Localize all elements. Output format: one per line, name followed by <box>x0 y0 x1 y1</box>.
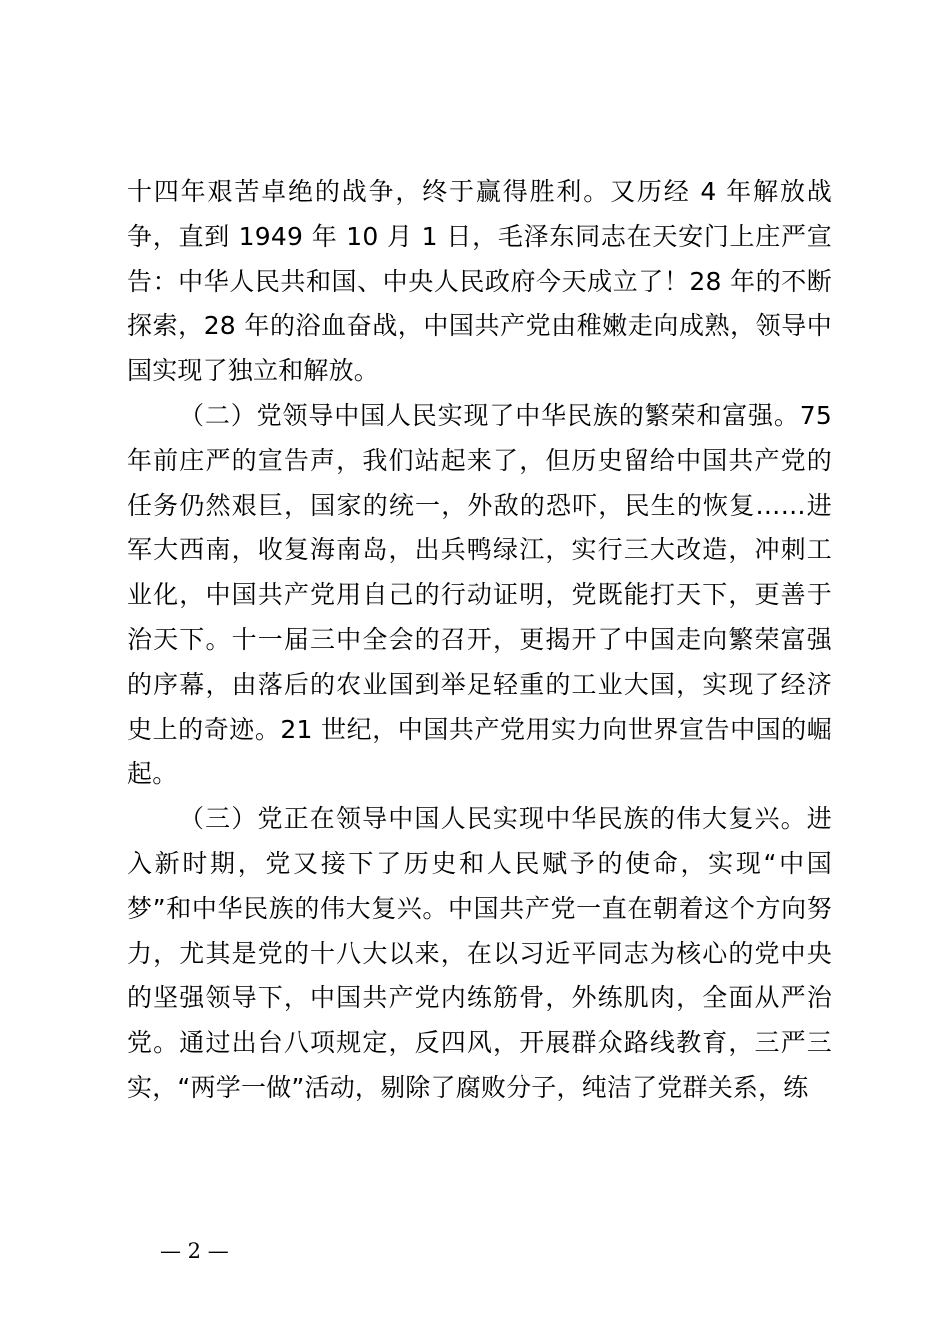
body-text <box>127 170 832 1111</box>
page-number: — 2 — <box>160 1239 229 1263</box>
paragraph-section-3: （三）党正在领导中国人民实现中华民族的伟大复兴。进入新时期，党又接下了历史和人民赋予的使命，实现“中国梦”和中华民族的伟大复兴。中国共产党一直在朝着这个方向努力，尤其是党的十八大以来，在以习近平同志为核心的党中央的坚强领导下，中国共产党内练筋骨，外练肌肉，全面从严治党。通过出台八项规定，反四风，开展群众路线教育，三严三实，“两学一做”活动，剔除了腐败分子，纯洁了党群关系，练 <box>127 804 832 1102</box>
paragraph-section-2: （二）党领导中国人民实现了中华民族的繁荣和富强。75 年前庄严的宣告声，我们站起来了，但历史留给中国共产党的任务仍然艰巨，国家的统一，外敌的恐吓，民生的恢复……进军大西南，收复海南岛，出兵鸭绿江，实行三大改造，冲刺工业化，中国共产党用自己的行动证明，党既能打天下，更善于治天下。十一届三中全会的召开，更揭开了中国走向繁荣富强的序幕，由落后的农业国到举足轻重的工业大国，实现了经济史上的奇迹。21 世纪，中国共产党用实力向世界宣告中国的崛起。 <box>127 400 832 789</box>
paragraph-continuation: 十四年艰苦卓绝的战争，终于赢得胜利。又历经 4 年解放战争，直到 1949 年 10 月 1 日，毛泽东同志在天安门上庄严宣告：中华人民共和国、中央人民政府今天成立了！28 年的不断探索，28 年的浴血奋战，中国共产党由稚嫩走向成熟，领导中国实现了独立和解放。 <box>127 177 832 386</box>
